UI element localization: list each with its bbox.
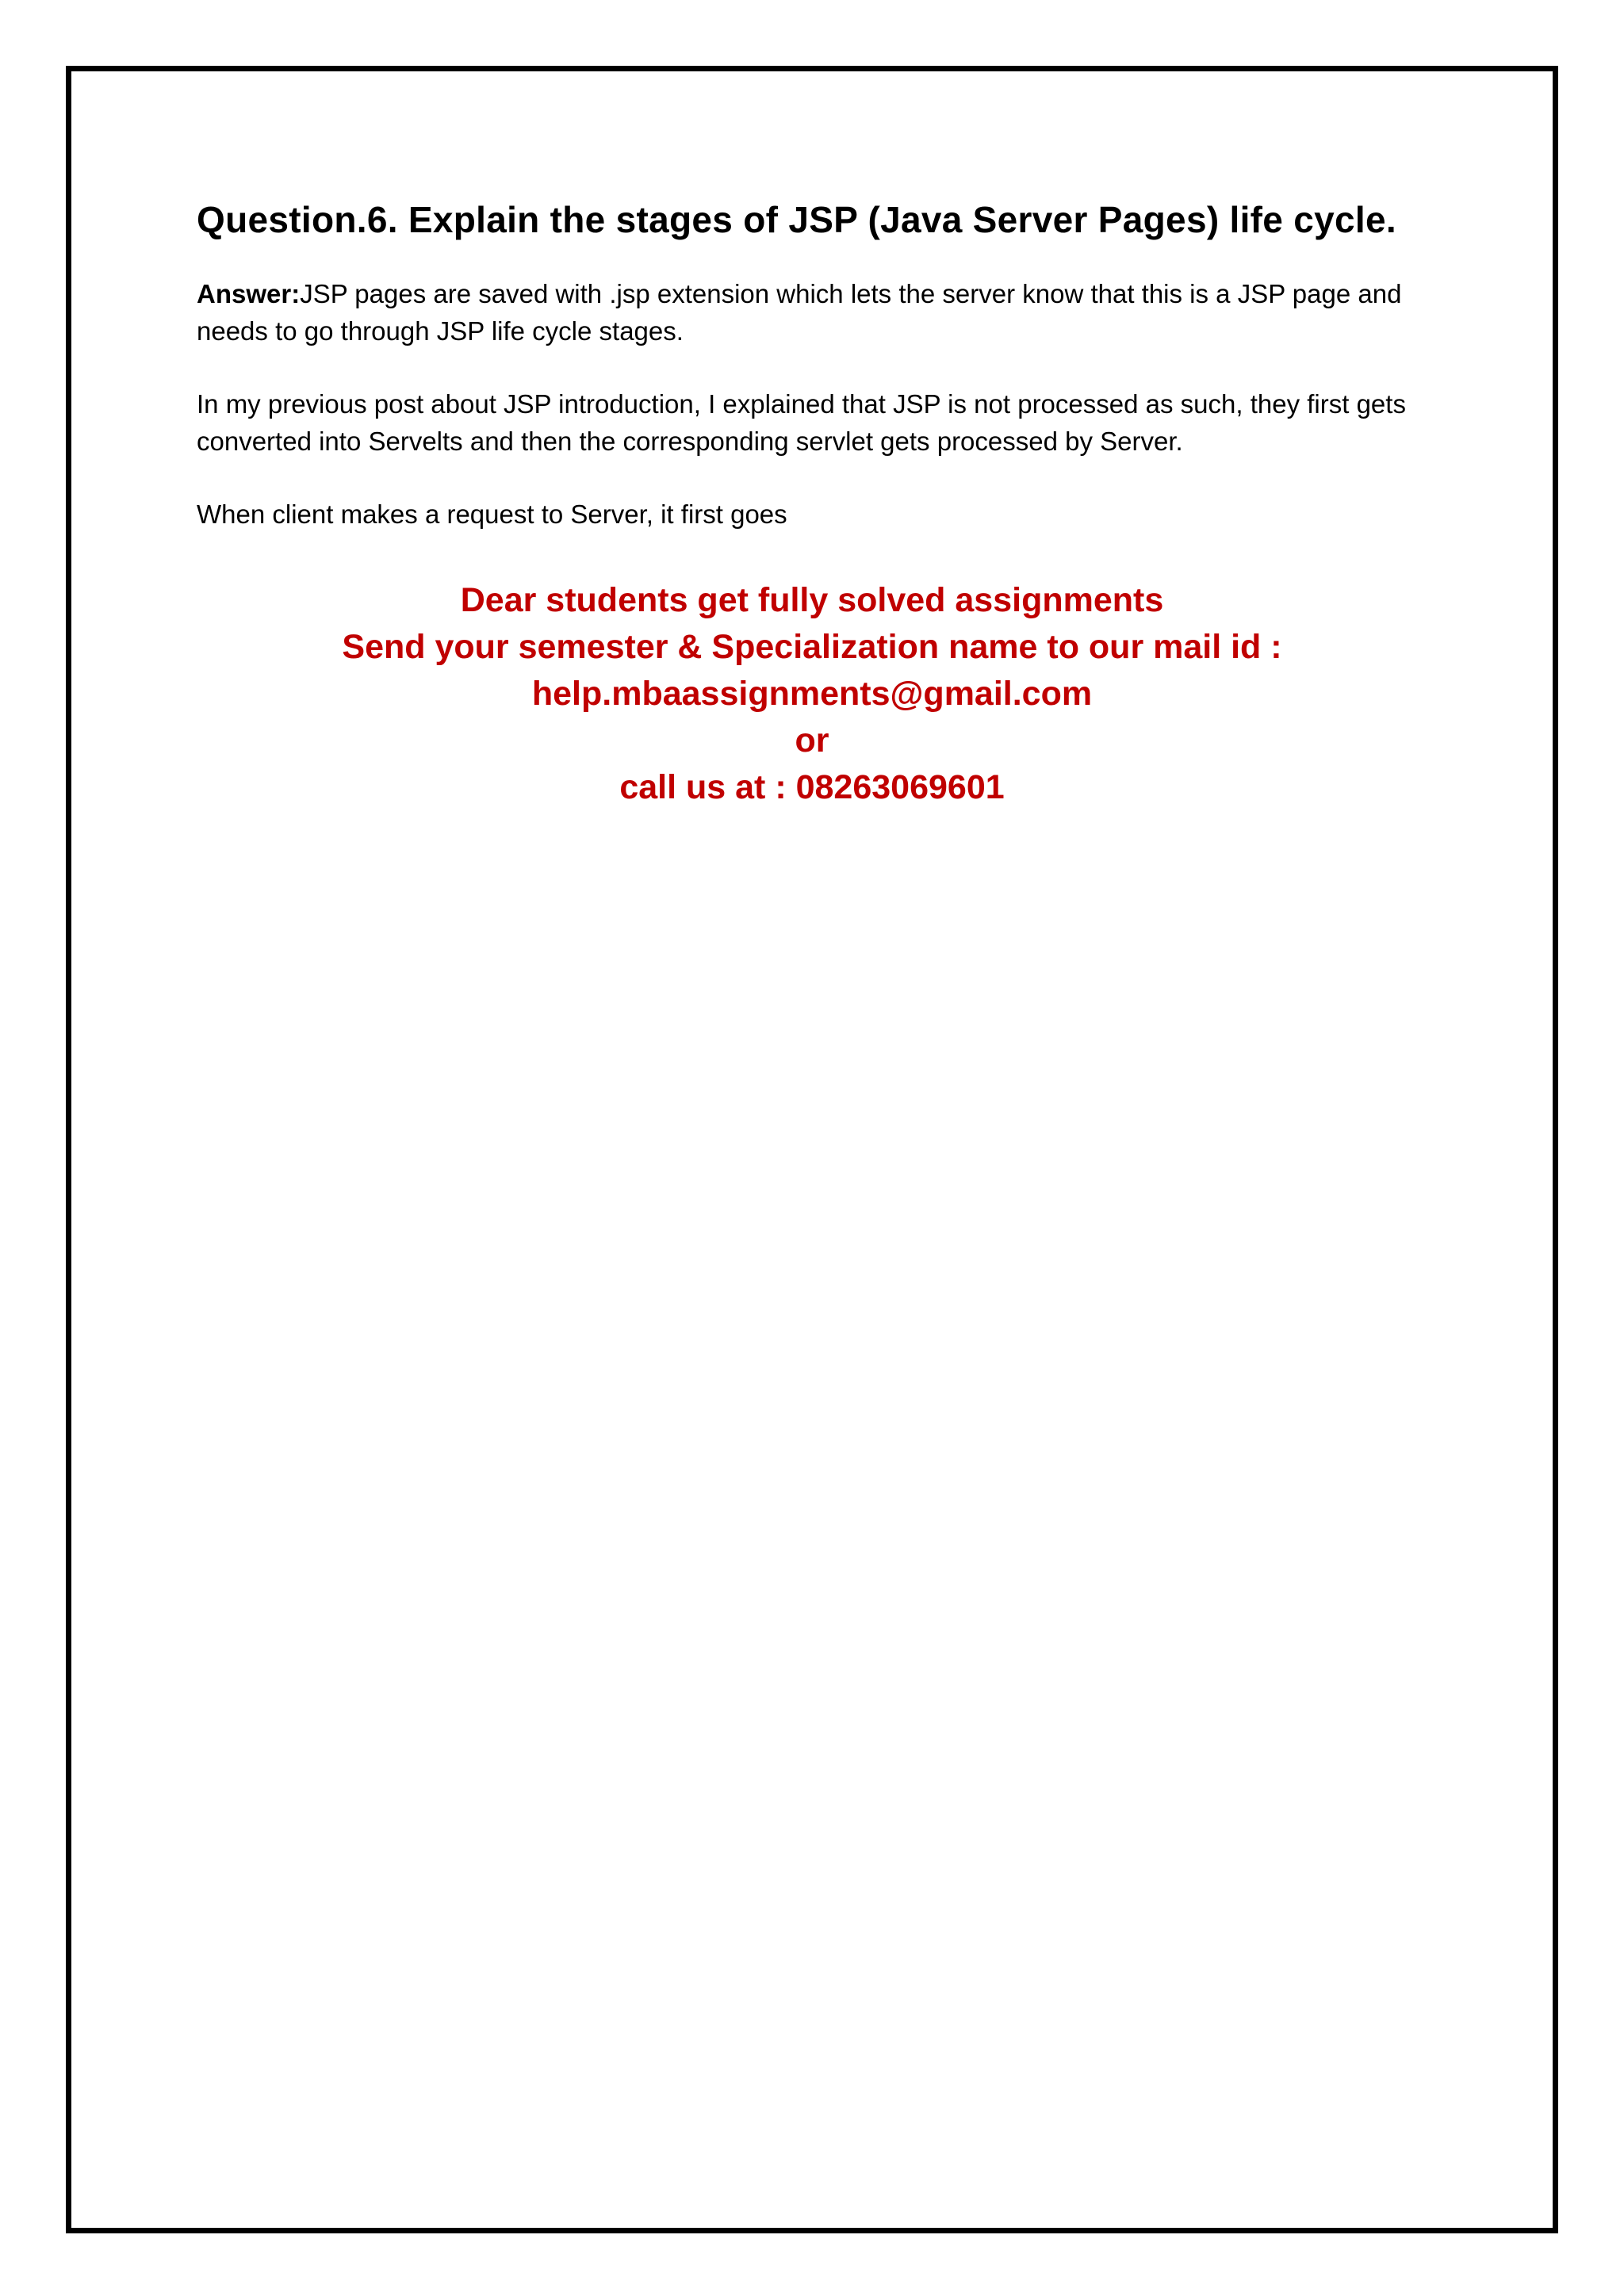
promo-or: or bbox=[795, 721, 829, 760]
question-title: Question.6. Explain the stages of JSP (Java Server Pages) life cycle. bbox=[197, 199, 1396, 240]
answer-label: Answer: bbox=[197, 279, 301, 309]
answer-paragraph-2: In my previous post about JSP introduction, I explained that JSP is not processed as such, they first gets converted into Servelts and then the corresponding servlet gets processed by Server. bbox=[197, 389, 1406, 457]
promo-phone: call us at : 08263069601 bbox=[619, 768, 1005, 806]
promo-line-2: Send your semester & Specialization name to our mail id : bbox=[342, 628, 1282, 666]
answer-text-1: JSP pages are saved with .jsp extension which lets the server know that this is a JSP page and needs to go through JSP life cycle stages. bbox=[197, 279, 1402, 346]
answer-paragraph-1 bbox=[197, 275, 1450, 350]
promo-line-1: Dear students get fully solved assignments bbox=[460, 581, 1164, 619]
answer-paragraph-3: When client makes a request to Server, it first goes bbox=[197, 499, 787, 530]
promo-email: help.mbaassignments@gmail.com bbox=[531, 675, 1093, 713]
document-body bbox=[197, 198, 1450, 533]
promo-block bbox=[197, 577, 1427, 811]
